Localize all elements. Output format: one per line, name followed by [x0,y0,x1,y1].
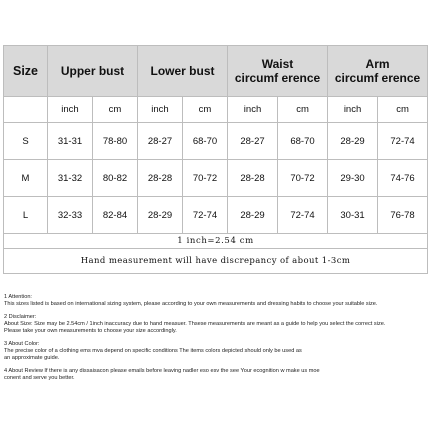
unit-cell: inch [328,97,378,123]
size-label: M [4,160,48,197]
color-note [4,341,426,363]
table-cell: 28-29 [138,197,183,234]
unit-cell: inch [138,97,183,123]
table-row [4,197,428,234]
table-cell: 28-27 [138,123,183,160]
table-cell: 28-29 [228,197,278,234]
color-text: an approximate guide. [4,355,60,362]
table-cell: 31-31 [48,123,93,160]
unit-cell: cm [378,97,428,123]
size-chart-table [3,45,428,274]
notes-section [4,294,426,388]
disclaimer-title: 2 Disclaimer: [4,313,37,320]
table-cell: 28-29 [328,123,378,160]
header-row [4,46,428,97]
unit-cell: cm [93,97,138,123]
color-title: 3 About Color: [4,340,40,347]
table-row [4,160,428,197]
upper-bust-header: Upper bust [48,46,138,97]
table-cell: 74-76 [378,160,428,197]
table-cell: 30-31 [328,197,378,234]
table-cell: 28-28 [228,160,278,197]
table-cell: 70-72 [278,160,328,197]
unit-cell: inch [48,97,93,123]
table-cell: 28-28 [138,160,183,197]
unit-cell: cm [278,97,328,123]
size-label: S [4,123,48,160]
table-cell: 68-70 [183,123,228,160]
color-text: The precise color of a clothing ems mva depend on specific conditions The items colors depicted should only be used as [4,348,302,354]
lower-bust-header: Lower bust [138,46,228,97]
units-row [4,97,428,123]
table-cell: 68-70 [278,123,328,160]
table-cell: 70-72 [183,160,228,197]
table-cell: 82-84 [93,197,138,234]
arm-header-line2: circumf erence [334,71,421,85]
size-label: L [4,197,48,234]
conversion-note-row [4,234,428,249]
unit-cell: cm [183,97,228,123]
arm-header-line1: Arm [365,57,390,71]
units-blank-cell [4,97,48,123]
arm-header [328,46,428,97]
disclaimer-note [4,314,426,336]
attention-text: This sizes listed is based on international sizing system, please according to your own measurements and dressing habits to choose your suitable size. [4,301,378,308]
table-cell: 76-78 [378,197,428,234]
size-header: Size [4,46,48,97]
measurement-note-row [4,249,428,274]
review-note [4,368,426,382]
table-row [4,123,428,160]
disclaimer-text: Please take your own measurements to choose your size accordingly. [4,328,177,335]
measurement-note: Hand measurement will have discrepancy of about 1-3cm [4,249,428,274]
unit-cell: inch [228,97,278,123]
table-cell: 31-32 [48,160,93,197]
table-cell: 72-74 [378,123,428,160]
waist-header-line2: circumf erence [234,71,321,85]
table-cell: 32-33 [48,197,93,234]
attention-title: 1 Attention: [4,294,32,300]
review-text: conent and serve you better. [4,375,75,381]
table-cell: 80-82 [93,160,138,197]
table-cell: 28-27 [228,123,278,160]
disclaimer-text: About Size: Size may be 2.54cm / 1inch inaccuracy due to hand measuer. Thsese measurements are meant as a guide to help you select the correct size. [4,321,386,327]
waist-header-line1: Waist [261,57,294,71]
attention-note [4,294,426,308]
table-cell: 29-30 [328,160,378,197]
table-cell: 78-80 [93,123,138,160]
table-cell: 72-74 [278,197,328,234]
review-text: 4 About Review If there is any dissaisacon please emails before leaving nadler eso esv the see Your ecognition w make us moe [4,367,320,374]
conversion-note: 1 inch=2.54 cm [4,234,428,249]
table-cell: 72-74 [183,197,228,234]
waist-header [228,46,328,97]
